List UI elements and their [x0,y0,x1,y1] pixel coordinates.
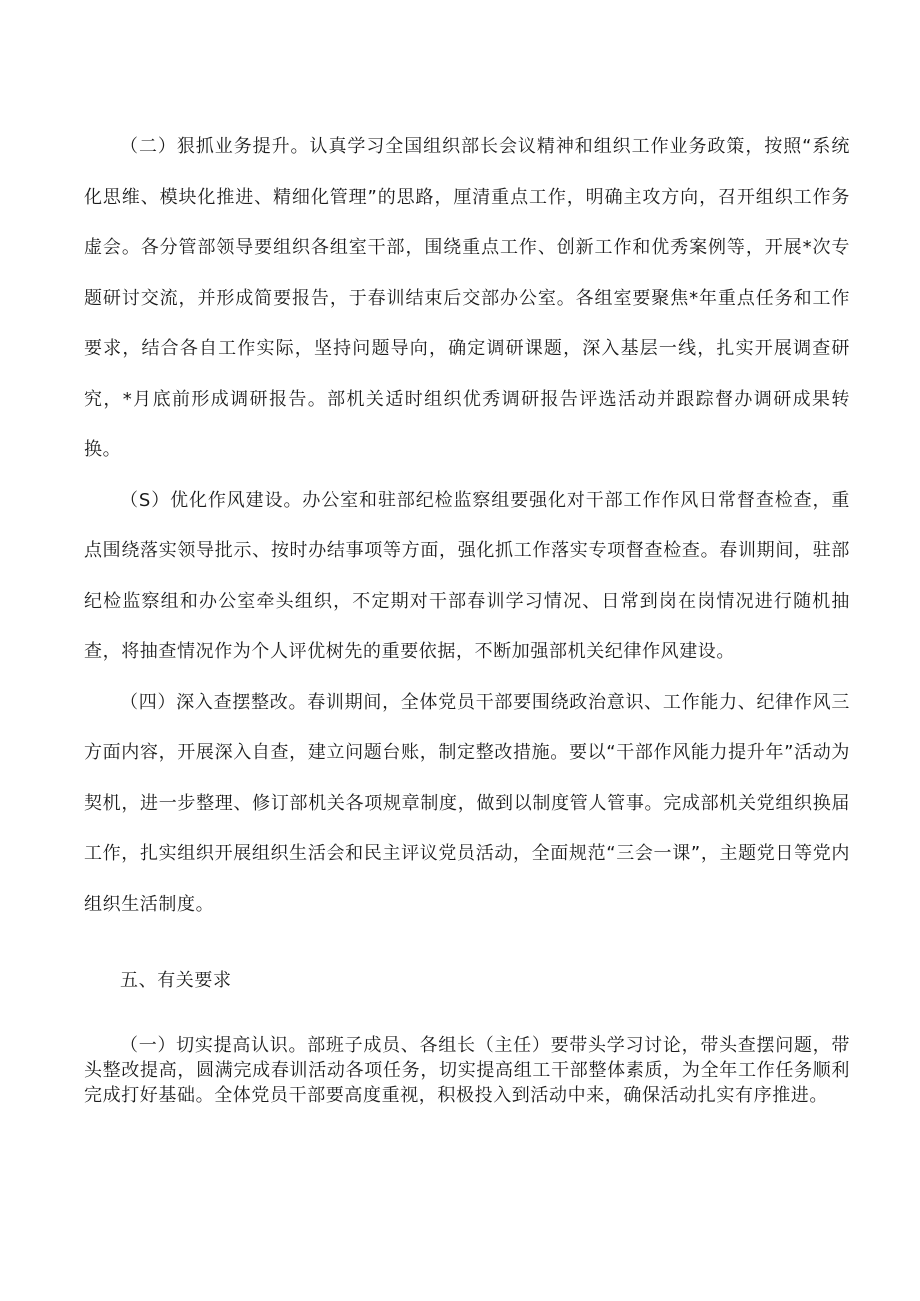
paragraph-rectification: （四）深入查摆整改。春训期间，全体党员干部要围绕政治意识、工作能力、纪律作风三方面内容，开展深入自查，建立问题台账，制定整改措施。要以“干部作风能力提升年”活动为契机，进一步整理、修订部机关各项规章制度，做到以制度管人管事。完成部机关党组织换届工作，扎实组织开展组织生活会和民主评议党员活动，全面规范“三会一课”，主题党日等党内组织生活制度。 [84,691,850,915]
paragraph-business-improvement: （二）狠抓业务提升。认真学习全国组织部长会议精神和组织工作业务政策，按照“系统化思维、模块化推进、精细化管理”的思路，厘清重点工作，明确主攻方向，召开组织工作务虚会。各分管部领导要组织各组室干部，围绕重点工作、创新工作和优秀案例等，开展*次专题研讨交流，并形成简要报告，于春训结束后交部办公室。各组室要聚焦*年重点任务和工作要求，结合各自工作实际，坚持问题导向，确定调研课题，深入基层一线，扎实开展调查研究，*月底前形成调研报告。部机关适时组织优秀调研报告评选活动并跟踪督办调研成果转换。 [84,136,850,460]
paragraph-work-style: （S）优化作风建设。办公室和驻部纪检监察组要强化对干部工作作风日常督查检查，重点围绕落实领导批示、按时办结事项等方面，强化抓工作落实专项督查检查。春训期间，驻部纪检监察组和办公室牵头组织，不定期对干部春训学习情况、日常到岗在岗情况进行随机抽查，将抽查情况作为个人评优树先的重要依据，不断加强部机关纪律作风建设。 [84,489,850,662]
paragraph-raise-awareness: （一）切实提高认识。部班子成员、各组长（主任）要带头学习讨论，带头查摆问题，带头整改提高，圆满完成春训活动各项任务，切实提高组工干部整体素质，为全年工作任务顺利完成打好基础。全体党员干部要高度重视，积极投入到活动中来，确保活动扎实有序推进。 [84,1034,850,1106]
section-heading-requirements: 五、有关要求 [120,970,232,991]
document-page [84,122,850,1108]
